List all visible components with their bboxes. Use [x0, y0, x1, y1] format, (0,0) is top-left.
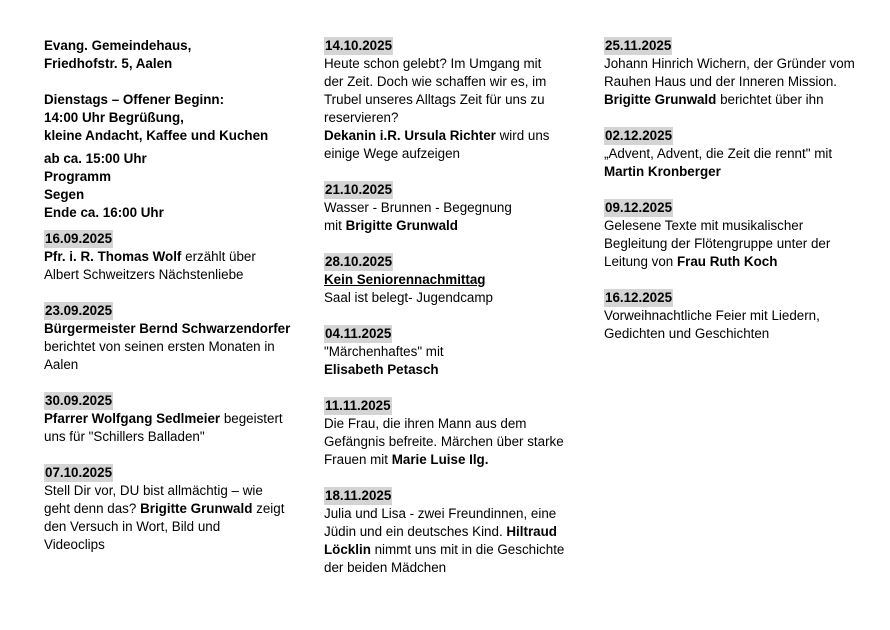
- event-text: Johann Hinrich Wichern, der Gründer vom: [604, 56, 855, 71]
- event-entry: [604, 37, 856, 109]
- event-text: Leitung von: [604, 254, 677, 269]
- event-speaker: Hiltraud: [506, 524, 557, 539]
- event-speaker: Martin Kronberger: [604, 164, 721, 179]
- event-text: Trubel unseres Alltags Zeit für uns zu: [324, 92, 545, 107]
- event-text: geht denn das?: [44, 501, 141, 516]
- event-text: Frauen mit: [324, 452, 392, 467]
- event-text: Julia und Lisa - zwei Freundinnen, eine: [324, 506, 557, 521]
- event-speaker: Bürgermeister Bernd Schwarzendorfer: [44, 321, 291, 336]
- address-line-2: Friedhofstr. 5, Aalen: [44, 56, 173, 71]
- event-text: Videoclips: [44, 537, 105, 552]
- event-entry: [604, 127, 856, 181]
- event-text: den Versuch in Wort, Bild und: [44, 519, 221, 534]
- event-entry: [324, 181, 572, 235]
- event-text: Die Frau, die ihren Mann aus dem: [324, 416, 527, 431]
- event-date: 14.10.2025: [325, 38, 393, 53]
- event-text: erzählt über: [181, 249, 256, 264]
- event-text: Gelesene Texte mit musikalischer: [604, 218, 804, 233]
- event-entry: [604, 289, 856, 343]
- event-text: Saal ist belegt- Jugendcamp: [324, 290, 493, 305]
- event-entry: [44, 230, 292, 284]
- program-line-2: Programm: [44, 169, 111, 184]
- event-entry: [324, 37, 572, 163]
- event-speaker: Pfr. i. R. Thomas Wolf: [44, 249, 182, 264]
- event-text: berichtet über ihn: [716, 92, 824, 107]
- event-entry: [44, 464, 292, 554]
- schedule-line-2: kleine Andacht, Kaffee und Kuchen: [44, 128, 269, 143]
- event-text: Jüdin und ein deutsches Kind.: [324, 524, 507, 539]
- event-speaker: Löcklin: [324, 542, 371, 557]
- event-text: Rauhen Haus und der Inneren Mission.: [604, 74, 837, 89]
- event-text: Gedichten und Geschichten: [604, 326, 770, 341]
- info-header: [44, 37, 292, 222]
- event-date: 28.10.2025: [325, 254, 393, 269]
- event-speaker: Marie Luise Ilg.: [391, 452, 489, 467]
- event-speaker: Dekanin i.R. Ursula Richter: [324, 128, 496, 143]
- event-speaker: Brigitte Grunwald: [345, 218, 458, 233]
- event-date: 23.09.2025: [45, 303, 113, 318]
- event-text: Albert Schweitzers Nächstenliebe: [44, 267, 244, 282]
- column-1: [44, 37, 292, 572]
- event-speaker: Brigitte Grunwald: [140, 501, 253, 516]
- event-cancelled-notice: Kein Seniorennachmittag: [324, 272, 486, 287]
- event-text: Wasser - Brunnen - Begegnung: [324, 200, 512, 215]
- schedule-title: Dienstags – Offener Beginn:: [44, 92, 225, 107]
- event-date: 21.10.2025: [325, 182, 393, 197]
- event-text: Begleitung der Flötengruppe unter der: [604, 236, 831, 251]
- event-date: 25.11.2025: [605, 38, 672, 53]
- event-entry: [324, 325, 572, 379]
- event-date: 18.11.2025: [325, 488, 392, 503]
- event-speaker: Frau Ruth Koch: [676, 254, 778, 269]
- address-line-1: Evang. Gemeindehaus,: [44, 38, 192, 53]
- event-text: "Märchenhaftes" mit: [324, 344, 444, 359]
- column-3: [604, 37, 856, 361]
- event-date: 02.12.2025: [605, 128, 673, 143]
- event-text: Gefängnis befreite. Märchen über starke: [324, 434, 564, 449]
- event-text: Aalen: [44, 357, 79, 372]
- program-line-4: Ende ca. 16:00 Uhr: [44, 205, 164, 220]
- schedule-line-1: 14:00 Uhr Begrüßung,: [44, 110, 184, 125]
- event-date: 11.11.2025: [325, 398, 391, 413]
- event-date: 07.10.2025: [45, 465, 113, 480]
- event-speaker: Brigitte Grunwald: [604, 92, 717, 107]
- column-2: [324, 37, 572, 595]
- event-text: uns für "Schillers Balladen": [44, 429, 205, 444]
- event-text: nimmt uns mit in die Geschichte: [370, 542, 565, 557]
- event-text: mit: [324, 218, 346, 233]
- event-text: Vorweihnachtliche Feier mit Liedern,: [604, 308, 820, 323]
- event-date: 16.12.2025: [605, 290, 673, 305]
- event-text: der Zeit. Doch wie schaffen wir es, im: [324, 74, 547, 89]
- event-text: zeigt: [252, 501, 285, 516]
- event-entry: [324, 487, 572, 577]
- event-entry: [44, 302, 292, 374]
- program-line-3: Segen: [44, 187, 85, 202]
- event-date: 30.09.2025: [45, 393, 113, 408]
- event-text: berichtet von seinen ersten Monaten in: [44, 339, 275, 354]
- event-entry: [604, 199, 856, 271]
- program-line-1: ab ca. 15:00 Uhr: [44, 151, 147, 166]
- event-date: 04.11.2025: [325, 326, 392, 341]
- event-entry: [44, 392, 292, 446]
- event-speaker: Pfarrer Wolfgang Sedlmeier: [44, 411, 221, 426]
- event-text: Heute schon gelebt? Im Umgang mit: [324, 56, 542, 71]
- event-text: begeistert: [220, 411, 283, 426]
- event-date: 16.09.2025: [45, 231, 113, 246]
- event-entry: [324, 253, 572, 307]
- event-text: wird uns: [495, 128, 550, 143]
- event-text: der beiden Mädchen: [324, 560, 447, 575]
- event-date: 09.12.2025: [605, 200, 673, 215]
- event-text: einige Wege aufzeigen: [324, 146, 460, 161]
- event-entry: [324, 397, 572, 469]
- event-text: „Advent, Advent, die Zeit die rennt" mit: [604, 146, 833, 161]
- event-text: Stell Dir vor, DU bist allmächtig – wie: [44, 483, 263, 498]
- event-text: reservieren?: [324, 110, 399, 125]
- event-speaker: Elisabeth Petasch: [324, 362, 439, 377]
